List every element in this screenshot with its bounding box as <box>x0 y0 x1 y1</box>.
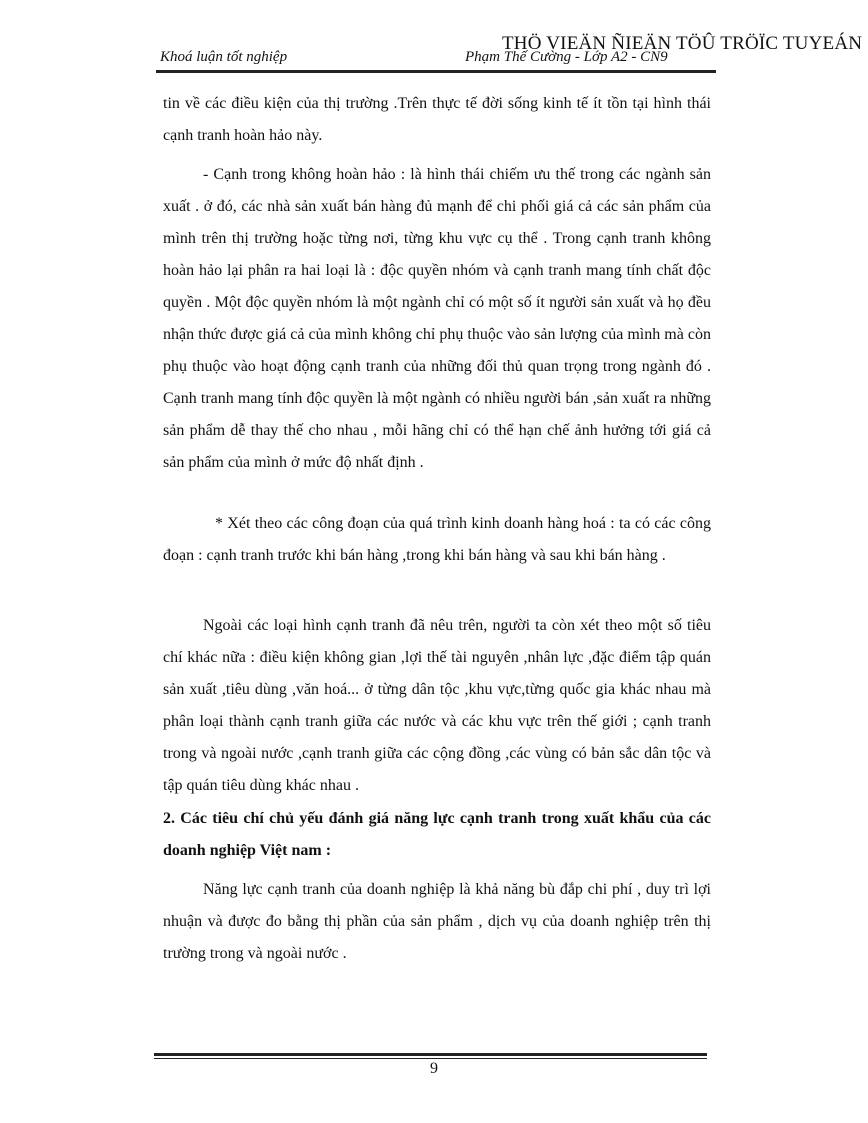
paragraph-1: tin về các điều kiện của thị trường .Trên thực tế đời sống kinh tế ít tồn tại hình thái cạnh tranh hoàn hảo này. <box>163 95 711 144</box>
watermark: THÖ VIEÄN ÑIEÄN TÖÛ TRÖÏC TUYEÁN <box>502 33 863 54</box>
header-left: Khoá luận tốt nghiệp <box>160 49 288 65</box>
paragraph-4: Ngoài các loại hình cạnh tranh đã nêu trên, người ta còn xét theo một số tiêu chí khác nữa : điều kiện không gian ,lợi thế tài nguyên ,nhân lực ,đặc điểm tập quán sản xuất ,tiêu dùng ,văn hoá... ở từng dân tộc ,khu vực,từng quốc gia khác nhau mà phân loại thành cạnh tranh giữa các nước và các khu vực trên thế giới ; cạnh tranh trong và ngoài nước ,cạnh tranh giữa các cộng đồng ,các vùng có bản sắc dân tộc và tập quán tiêu dùng khác nhau . <box>163 617 711 794</box>
footer-rule-thick <box>154 1053 707 1056</box>
section-heading: 2. Các tiêu chí chủ yếu đánh giá năng lực cạnh tranh trong xuất khẩu của các doanh nghiệp Việt nam : <box>163 810 711 859</box>
paragraph-2: - Cạnh trong không hoàn hảo : là hình thái chiếm ưu thế trong các ngành sản xuất . ở đó, các nhà sản xuất bán hàng đủ mạnh để chi phối giá cả các sản phẩm của mình trên thị trường hoặc từng nơi, từng khu vực cụ thể . Trong cạnh tranh không hoàn hảo lại phân ra hai loại là : độc quyền nhóm và cạnh tranh mang tính chất độc quyền . Một độc quyền nhóm là một ngành chỉ có một số ít người sản xuất và họ đều nhận thức được giá cả của mình không chỉ phụ thuộc vào sản lượng của mình mà còn phụ thuộc vào hoạt động cạnh tranh của những đối thủ quan trọng trong ngành đó . Cạnh tranh mang tính độc quyền là một ngành có nhiều người bán ,sản xuất ra những sản phẩm dễ thay thế cho nhau , mỗi hãng chỉ có thể hạn chế ảnh hưởng tới giá cả sản phẩm của mình ở mức độ nhất định . <box>163 166 711 471</box>
header-rule <box>156 70 716 73</box>
page-number: 9 <box>430 1060 438 1077</box>
header-right: Phạm Thế Cường - Lớp A2 - CN9 <box>465 49 668 65</box>
paragraph-5: Năng lực cạnh tranh của doanh nghiệp là khả năng bù đắp chi phí , duy trì lợi nhuận và được đo bằng thị phần của sản phẩm , dịch vụ của doanh nghiệp trên thị trường trong và ngoài nước . <box>163 881 711 962</box>
paragraph-3: * Xét theo các công đoạn của quá trình kinh doanh hàng hoá : ta có các công đoạn : cạnh tranh trước khi bán hàng ,trong khi bán hàng và sau khi bán hàng . <box>163 515 711 564</box>
footer-rule-thin <box>154 1058 707 1059</box>
